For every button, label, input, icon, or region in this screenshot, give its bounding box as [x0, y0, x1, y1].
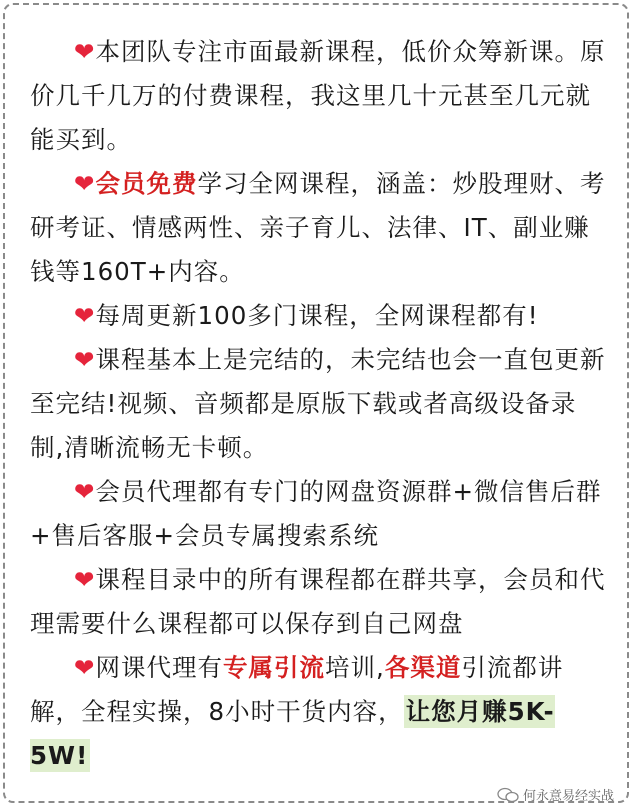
paragraph-text: 本团队专注市面最新课程，低价众筹新课。原价几千几万的付费课程，我这里几十元甚至几元就能买到。 — [30, 37, 606, 154]
emphasis-text: 会员免费 — [95, 169, 198, 198]
heart-icon: ❤ — [74, 653, 96, 682]
paragraph-text: 学习全网课程，涵盖：炒股理财、考研考证、情感两性、亲子育儿、法律、IT、副业赚钱等160T+内容。 — [30, 169, 606, 286]
watermark-text: 何永意易经实战 — [522, 789, 614, 804]
emphasis-text: 各渠道 — [384, 653, 462, 682]
promo-text — [30, 30, 608, 778]
paragraph-text: 课程基本上是完结的，未完结也会一直包更新至完结!视频、音频都是原版下载或者高级设备录制,清晰流畅无卡顿。 — [30, 345, 606, 462]
paragraph-text: 每周更新100多门课程，全网课程都有! — [95, 301, 539, 330]
paragraph-text: 网课代理有 — [95, 653, 224, 682]
watermark — [497, 785, 614, 804]
highlight-text: 让您月赚5K-5W! — [30, 697, 555, 770]
paragraph — [30, 30, 608, 162]
paragraph — [30, 558, 608, 646]
paragraph-text: 会员代理都有专门的网盘资源群+微信售后群+售后客服+会员专属搜索系统 — [30, 477, 602, 550]
paragraph — [30, 294, 608, 338]
heart-icon: ❤ — [74, 477, 96, 506]
paragraph-text: 课程目录中的所有课程都在群共享，会员和代理需要什么课程都可以保存到自己网盘 — [30, 565, 606, 638]
paragraph — [30, 162, 608, 294]
heart-icon: ❤ — [74, 169, 96, 198]
paragraph-text: 引流都讲解，全程实操，8小时干货内容， — [30, 653, 564, 726]
emphasis-text: 专属引流 — [223, 653, 326, 682]
paragraph — [30, 646, 608, 778]
heart-icon: ❤ — [74, 301, 96, 330]
paragraph — [30, 338, 608, 470]
heart-icon: ❤ — [74, 565, 96, 594]
heart-icon: ❤ — [74, 345, 96, 374]
heart-icon: ❤ — [74, 37, 96, 66]
wechat-logo-icon — [497, 787, 519, 803]
paragraph-text: 培训, — [325, 653, 385, 682]
paragraph — [30, 470, 608, 558]
